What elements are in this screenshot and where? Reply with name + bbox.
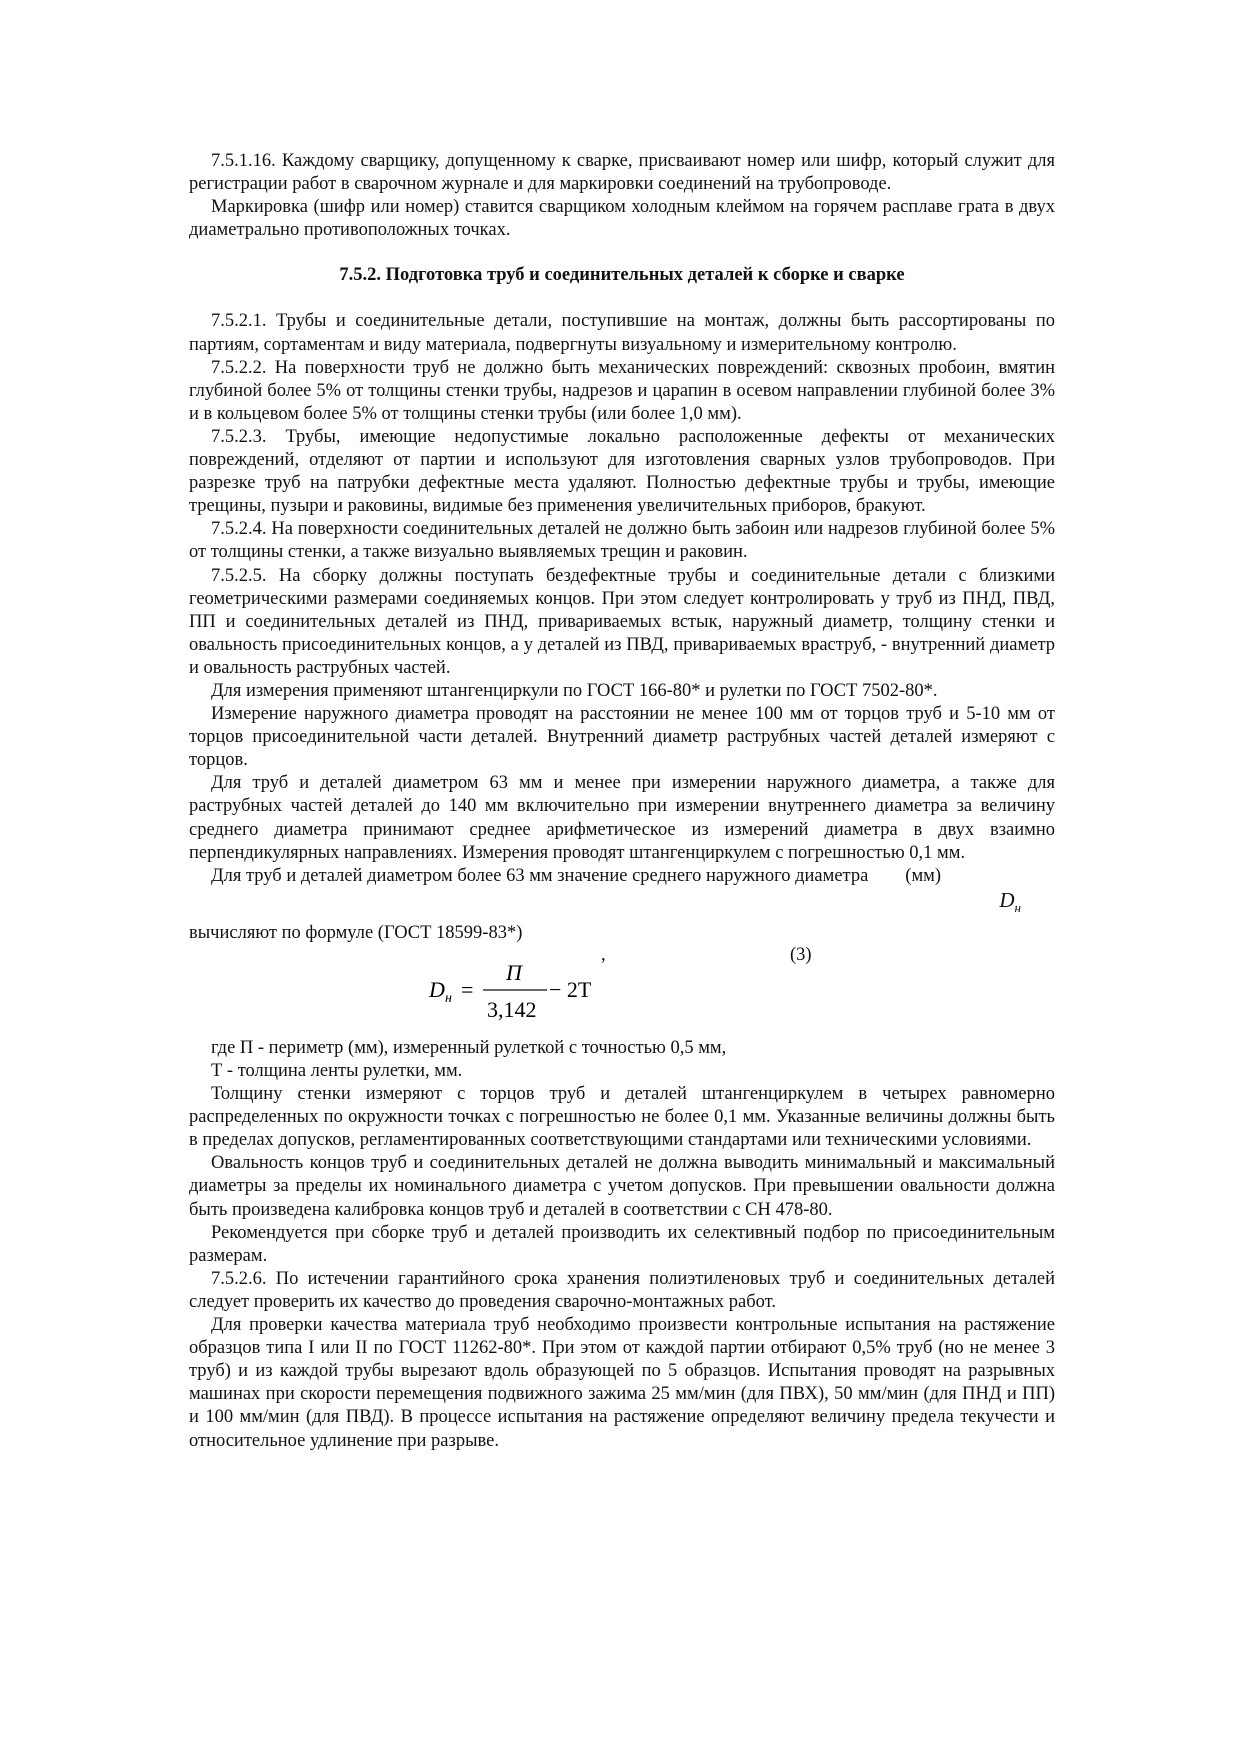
paragraph-7-5-2-5: 7.5.2.5. На сборку должны поступать бездефектные трубы и соединительные детали с близкими геометрическими размерами соединяемых концов. При этом следует контролировать у труб из ПНД, ПВД, ПП и соединительных деталей из ПНД, привариваемых встык, наружный диаметр, толщину стенки и овальность присоединительных концов, а у деталей из ПВД, привариваемых враструб, - внутренний диаметр и овальность раструбных частей.: [189, 565, 1055, 678]
formula-eq: =: [461, 976, 474, 1002]
paragraph-7-5-2-1: 7.5.2.1. Трубы и соединительные детали, поступившие на монтаж, должны быть рассортированы по партиям, сортаментам и виду материала, подвергнуты визуальному и измерительному контролю.: [189, 311, 1055, 355]
paragraph-wall-thickness: Толщину стенки измеряют с торцов труб и деталей штангенциркулем в четырех равномерно распределенных по окружности точках с погрешностью не более 0,1 мм. Указанные величины должны быть в пределах допусков, регламентированных соответствующими стандартами или техническими условиями.: [189, 1084, 1055, 1151]
paragraph-formula-intro: вычисляют по формуле (ГОСТ 18599-83*): [189, 922, 523, 943]
paragraph-large-diameter: Для труб и деталей диаметром более 63 мм значение среднего наружного диаметра (мм): [211, 865, 942, 886]
paragraph-tensile-test: Для проверки качества материала труб необходимо произвести контрольные испытания на растяжение образцов типа I или II по ГОСТ 11262-80*. При этом от каждой партии отбирают 0,5% труб (но не менее 3 труб) и из каждой трубы вырезают вдоль образующей по 5 образцов. Испытания проводят на разрывных машинах при скорости перемещения подвижного зажима 25 мм/мин (для ПВХ), 50 мм/мин (для ПНД и ПП) и 100 мм/мин (для ПВД). В процессе испытания на растяжение определяют величину предела текучести и относительное удлинение при разрыве.: [189, 1315, 1055, 1451]
formula-lhs: D: [429, 976, 445, 1002]
paragraph-7-5-2-2: 7.5.2.2. На поверхности труб не должно быть механических повреждений: сквозных пробоин, вмятин глубиной более 5% от толщины стенки трубы, надрезов и царапин в осевом направлении глубиной более 3% и в кольцевом более 5% от толщины стенки трубы (или более 1,0 мм).: [189, 357, 1055, 424]
paragraph-measurement-tools: Для измерения применяют штангенциркули по ГОСТ 166-80* и рулетки по ГОСТ 7502-80*.: [211, 680, 938, 701]
paragraph-tape-thickness: Т - толщина ленты рулетки, мм.: [211, 1061, 463, 1081]
paragraph-selective-fit: Рекомендуется при сборке труб и деталей производить их селективный подбор по присоединительным размерам.: [189, 1222, 1055, 1266]
paragraph-7-5-2-6: 7.5.2.6. По истечении гарантийного срока хранения полиэтиленовых труб и соединительных деталей следует проверить их качество до проведения сварочно-монтажных работ.: [189, 1268, 1055, 1312]
paragraph-marking: Маркировка (шифр или номер) ставится сварщиком холодным клеймом на горячем расплаве грата в двух диаметрально противоположных точках.: [189, 197, 1055, 241]
document-page: [189, 150, 1055, 1453]
formula-denominator: 3,142: [487, 996, 537, 1022]
formula-3: [189, 945, 1055, 1037]
formula-svg: [429, 955, 649, 1035]
paragraph-7-5-1-16: 7.5.1.16. Каждому сварщику, допущенному к сварке, присваивают номер или шифр, который служит для регистрации работ в сварочном журнале и для маркировки соединений на трубопроводе.: [189, 151, 1055, 195]
paragraph-ovality: Овальность концов труб и соединительных деталей не должна выводить минимальный и максимальный диаметры за пределы их номинального диаметра с учетом допусков. При превышении овальности должна быть произведена калибровка концов труб и деталей в соответствии с СН 478-80.: [189, 1153, 1055, 1220]
paragraph-small-diameter: Для труб и деталей диаметром 63 мм и менее при измерении наружного диаметра, а также для раструбных частей деталей до 140 мм включительно при измерении внутреннего диаметра за величину среднего диаметра принимают среднее арифметическое из измерений диаметра в двух взаимно перпендикулярных направлениях. Измерения проводят штангенциркулем с погрешностью 0,1 мм.: [189, 773, 1055, 863]
paragraph-7-5-2-3: 7.5.2.3. Трубы, имеющие недопустимые локально расположенные дефекты от механических повреждений, отделяют от партии и используют для изготовления сварных узлов трубопроводов. При разрезке труб на патрубки дефектные места удаляют. Полностью дефектные трубы и трубы, имеющие трещины, пузыри и раковины, видимые без применения увеличительных приборов, бракуют.: [189, 426, 1055, 517]
formula-comma: ,: [601, 944, 606, 965]
paragraph-perimeter-def: где П - периметр (мм), измеренный рулеткой с точностью 0,5 мм,: [211, 1037, 727, 1058]
section-heading-7-5-2: 7.5.2. Подготовка труб и соединительных деталей к сборке и сварке: [339, 265, 905, 286]
paragraph-7-5-2-4: 7.5.2.4. На поверхности соединительных деталей не должно быть забоин или надрезов глубиной более 5% от толщины стенки, а также визуально выявляемых трещин и раковин.: [189, 519, 1055, 563]
paragraph-outer-diameter: Измерение наружного диаметра проводят на расстоянии не менее 100 мм от торцов труб и 5-10 мм от торцов присоединительной части деталей. Внутренний диаметр раструбных частей деталей измеряют с торцов.: [189, 704, 1055, 771]
formula-tail: − 2T: [549, 976, 592, 1002]
formula-numerator: П: [506, 959, 522, 985]
dn-symbol: $D_н$: [999, 887, 1021, 915]
formula-number: (3): [790, 944, 812, 965]
formula-lhs-sub: н: [445, 990, 452, 1006]
